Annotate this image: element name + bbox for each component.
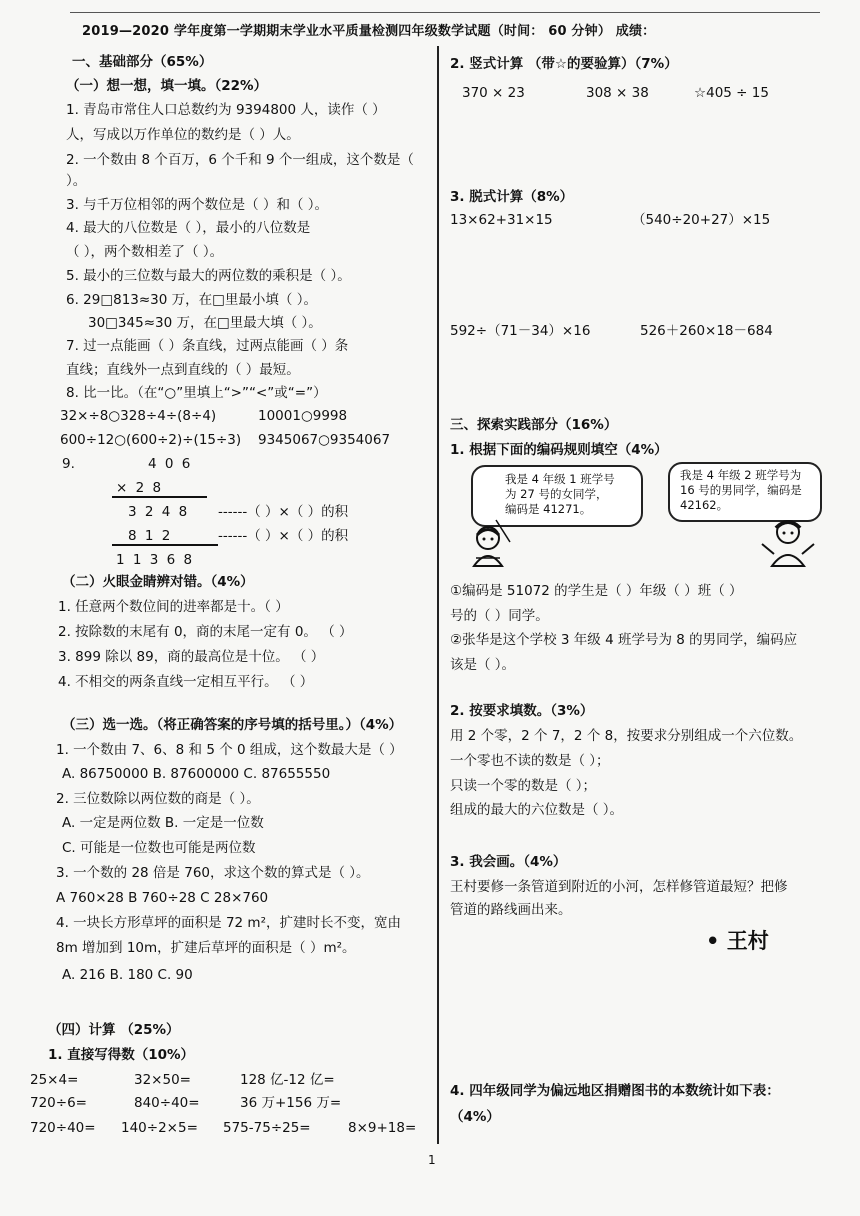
compare-item-1: 32×÷8○328÷4÷(8÷4) (60, 408, 217, 424)
fill-number-instruction: 用 2 个零，2 个 7，2 个 8，按要求分别组成一个六位数。 (450, 728, 803, 744)
multiplication-rule-2 (112, 544, 218, 546)
choice-2: 2. 三位数除以两位数的商是（ ）。 (56, 791, 260, 807)
step-calc-2: （540÷20+27）×15 (632, 212, 771, 228)
choice-2-options-ab: A. 一定是两位数 B. 一定是一位数 (62, 815, 264, 831)
oral-calc-r2-b: 840÷40= (134, 1095, 200, 1111)
choice-3-options: A 760×28 B 760÷28 C 28×760 (56, 890, 269, 906)
step-calc-1: 13×62+31×15 (450, 212, 553, 228)
boy-student-figure (756, 514, 820, 568)
fill-number-2: 只读一个零的数是（ ）； (450, 778, 597, 794)
question-8: 8. 比一比。（在“○”里填上“>”“<”或“=”） (66, 385, 327, 401)
partial-product-2-note: ------（ ）×（ ）的积 (218, 528, 349, 544)
subsection-judge-heading: （二）火眼金睛辨对错。（4%） (62, 574, 254, 590)
fill-number-1: 一个零也不读的数是（ ）； (450, 753, 610, 769)
coding-question-2-line-2: 该是（ ）。 (450, 657, 516, 673)
question-6-line-1: 6. 29□813≈30 万，在□里最小填（ ）。 (66, 292, 317, 308)
multiplication-row-4: 8 1 2 (128, 528, 173, 544)
coding-question-2-line-1: ②张华是这个学校 3 年级 4 班学号为 8 的男同学，编码应 (450, 632, 798, 648)
question-1-line-2: 人，写成以万作单位的数约是（ ）人。 (66, 127, 300, 143)
coding-question-1-line-1: ①编码是 51072 的学生是（ ）年级（ ）班（ ） (450, 583, 743, 599)
oral-calc-r2-a: 720÷6= (30, 1095, 87, 1111)
drawing-instruction-line-2: 管道的路线画出来。 (450, 902, 572, 918)
section-basic-heading: 一、基础部分（65%） (72, 54, 213, 70)
question-2-line-1: 2. 一个数由 8 个百万，6 个千和 9 个一组成，这个数是（ (66, 152, 414, 168)
multiplication-row-5: 1 1 3 6 8 (116, 552, 195, 568)
question-3: 3. 与千万位相邻的两个数位是（ ）和（ ）。 (66, 197, 329, 213)
question-4-line-1: 4. 最大的八位数是（ ），最小的八位数是 (66, 220, 311, 236)
subsection-fill-heading: （一）想一想，填一填。（22%） (66, 78, 268, 94)
vertical-calc-heading: 2. 竖式计算 （带☆的要验算）（7%） (450, 56, 678, 72)
oral-calc-r3-a: 720÷40= (30, 1120, 96, 1136)
step-calc-heading: 3. 脱式计算（8%） (450, 189, 574, 205)
book-donation-line-1: 4. 四年级同学为偏远地区捐赠图书的本数统计如下表： (450, 1083, 780, 1099)
choice-3: 3. 一个数的 28 倍是 760，求这个数的算式是（ ）。 (56, 865, 370, 881)
column-divider (437, 46, 439, 1144)
coding-rule-heading: 1. 根据下面的编码规则填空（4%） (450, 442, 668, 458)
question-5: 5. 最小的三位数与最大的两位数的乘积是（ ）。 (66, 268, 351, 284)
judge-4: 4. 不相交的两条直线一定相互平行。 （ ） (58, 674, 314, 690)
partial-product-1-note: ------（ ）×（ ）的积 (218, 504, 349, 520)
vertical-calc-2: 308 × 38 (586, 85, 649, 101)
subsection-calc-heading: （四）计算 （25%） (48, 1022, 180, 1038)
oral-calc-r3-c: 575-75÷25= (223, 1120, 311, 1136)
book-donation-line-2: （4%） (450, 1109, 500, 1125)
village-label: • 王村 (706, 929, 769, 953)
question-4-line-2: （ ），两个数相差了（ ）。 (66, 244, 224, 260)
speech-bubble-girl-text: 我是 4 年级 1 班学号为 27 号的女同学，编码是 41271。 (505, 472, 615, 516)
question-6-line-2: 30□345≈30 万，在□里最大填（ ）。 (88, 315, 322, 331)
section-explore-heading: 三、探索实践部分（16%） (450, 417, 618, 433)
choice-4-options: A. 216 B. 180 C. 90 (62, 967, 193, 983)
question-9-label: 9. (62, 456, 75, 472)
drawing-heading: 3. 我会画。（4%） (450, 854, 567, 870)
girl-student-figure (466, 518, 528, 570)
choice-1: 1. 一个数由 7、6、8 和 5 个 0 组成，这个数最大是（ ） (56, 742, 403, 758)
speech-bubble-boy-text: 我是 4 年级 2 班学号为 16 号的男同学，编码是 42162。 (680, 468, 802, 512)
multiplication-row-3: 3 2 4 8 (128, 504, 190, 520)
compare-item-3: 600÷12○(600÷2)÷(15÷3) (60, 432, 242, 448)
page-title: 2019—2020 学年度第一学期期末学业水平质量检测四年级数学试题（时间： 60 分钟） 成绩： (82, 24, 656, 39)
vertical-calc-3: ☆405 ÷ 15 (694, 85, 769, 101)
question-2-line-2: ）。 (66, 173, 87, 189)
oral-calc-r1-a: 25×4= (30, 1072, 79, 1088)
drawing-instruction-line-1: 王村要修一条管道到附近的小河，怎样修管道最短？把修 (450, 879, 788, 895)
judge-1: 1. 任意两个数位间的进率都是十。（ ） (58, 599, 289, 615)
page-number: 1 (428, 1153, 436, 1167)
oral-calc-r3-b: 140÷2×5= (121, 1120, 198, 1136)
question-7-line-1: 7. 过一点能画（ ）条直线，过两点能画（ ）条 (66, 338, 349, 354)
judge-2: 2. 按除数的末尾有 0，商的末尾一定有 0。 （ ） (58, 624, 353, 640)
step-calc-3: 592÷（71－34）×16 (450, 323, 591, 339)
subsection-choice-heading: （三）选一选。（将正确答案的序号填的括号里。）（4%） (62, 717, 403, 733)
multiplication-rule-1 (112, 496, 207, 498)
vertical-calc-1: 370 × 23 (462, 85, 525, 101)
question-1-line-1: 1. 青岛市常住人口总数约为 9394800 人，读作（ ） (66, 102, 386, 118)
judge-3: 3. 899 除以 89，商的最高位是十位。 （ ） (58, 649, 325, 665)
step-calc-4: 526＋260×18－684 (640, 323, 773, 339)
oral-calc-r3-d: 8×9+18= (348, 1120, 417, 1136)
question-7-line-2: 直线；直线外一点到直线的（ ）最短。 (66, 362, 300, 378)
fill-number-3: 组成的最大的六位数是（ ）。 (450, 802, 624, 818)
top-rule (70, 12, 820, 13)
choice-4-line-2: 8m 增加到 10m，扩建后草坪的面积是（ ）m²。 (56, 940, 356, 956)
oral-calc-r1-c: 128 亿-12 亿= (240, 1072, 335, 1088)
choice-4-line-1: 4. 一块长方形草坪的面积是 72 m²，扩建时长不变，宽由 (56, 915, 401, 931)
compare-item-2: 10001○9998 (258, 408, 348, 424)
coding-question-1-line-2: 号的（ ）同学。 (450, 608, 549, 624)
multiplication-row-2: × 2 8 (116, 480, 164, 496)
choice-2-option-c: C. 可能是一位数也可能是两位数 (62, 840, 256, 856)
oral-calc-r1-b: 32×50= (134, 1072, 191, 1088)
oral-calc-heading: 1. 直接写得数（10%） (48, 1047, 195, 1063)
choice-1-options: A. 86750000 B. 87600000 C. 87655550 (62, 766, 331, 782)
fill-number-heading: 2. 按要求填数。（3%） (450, 703, 594, 719)
compare-item-4: 9345067○9354067 (258, 432, 391, 448)
multiplication-row-1: 4 0 6 (148, 456, 193, 472)
speech-bubble-boy (668, 462, 822, 522)
oral-calc-r2-c: 36 万+156 万= (240, 1095, 342, 1111)
